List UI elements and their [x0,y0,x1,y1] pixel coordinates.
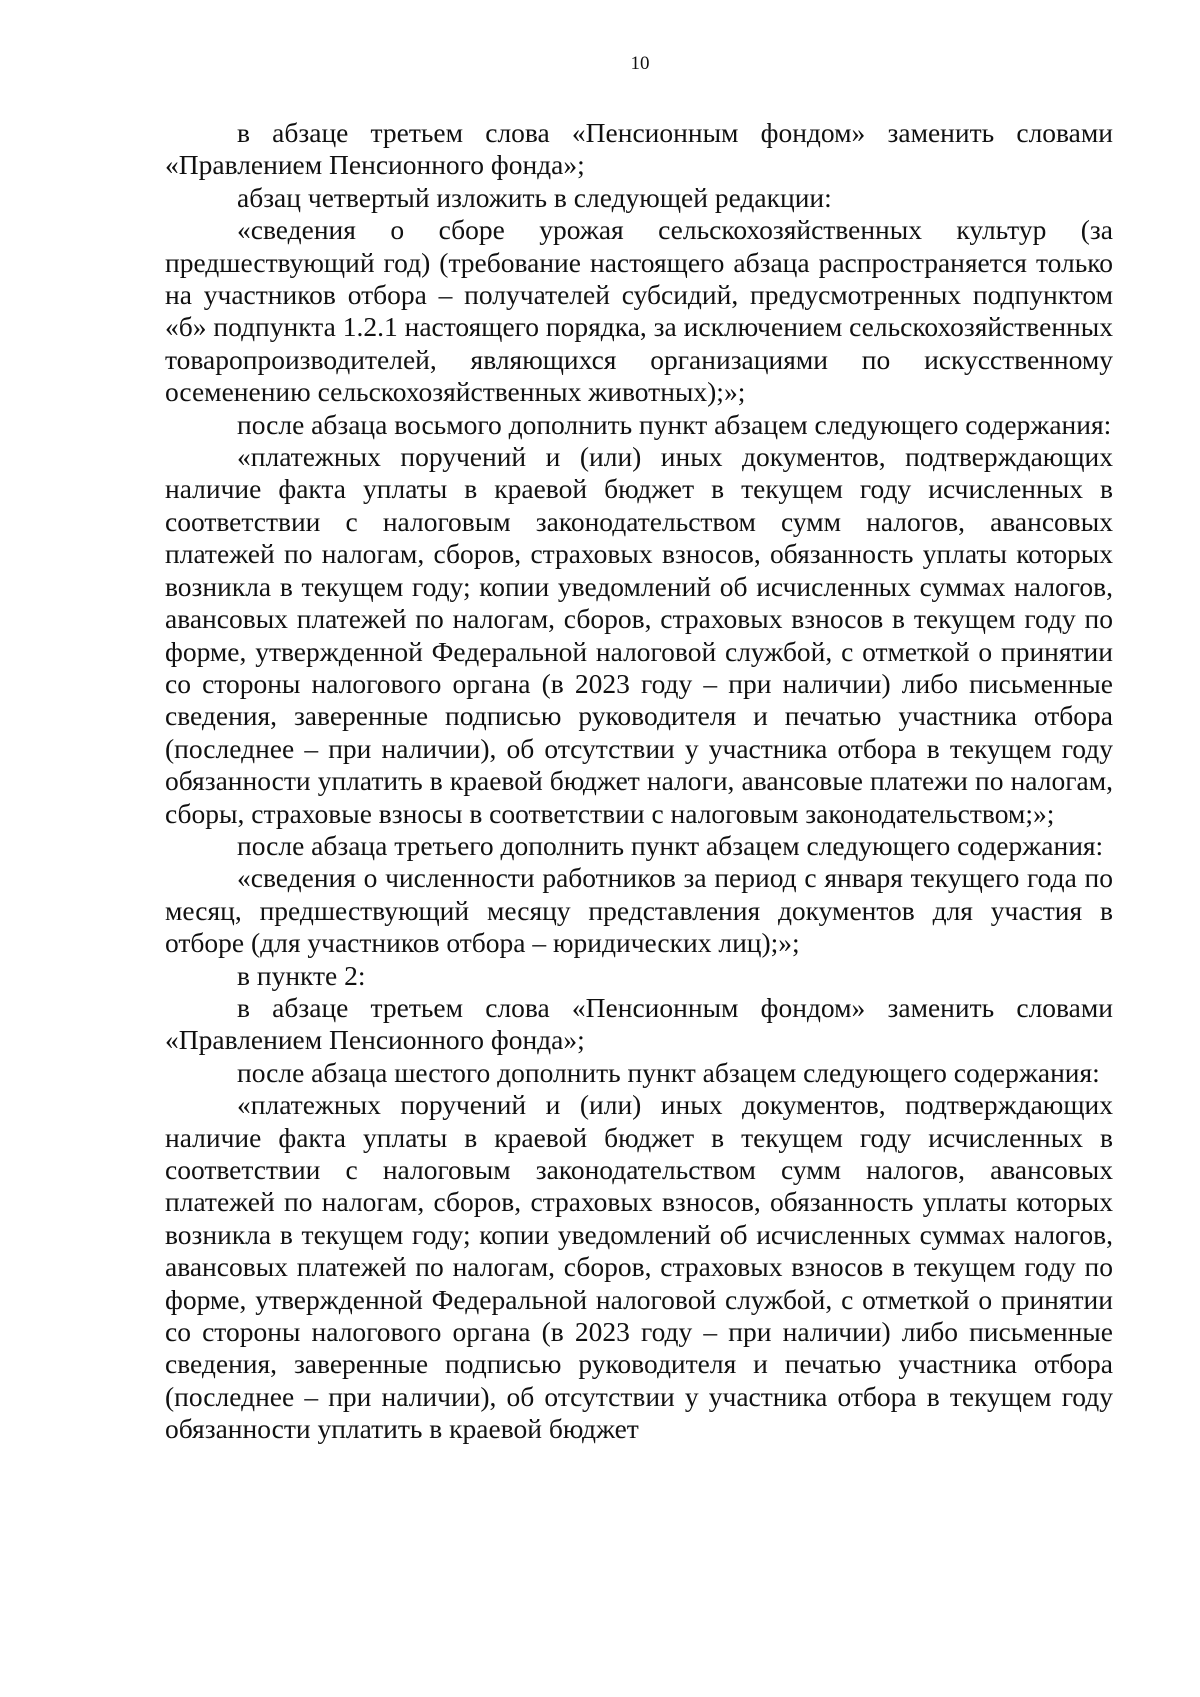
paragraph: «сведения о численности работников за период с января текущего года по месяц, предшествующий месяцу представления документов для участия в отборе (для участников отбора – юридических лиц);»; [165,862,1113,959]
paragraph: в пункте 2: [237,959,366,991]
paragraph: в абзаце третьем слова «Пенсионным фондом» заменить словами «Правлением Пенсионного фонда»; [165,991,1113,1056]
page-number: 10 [630,53,650,74]
paragraph: после абзаца шестого дополнить пункт абзацем следующего содержания: [237,1056,1100,1088]
paragraph: в абзаце третьем слова «Пенсионным фондом» заменить словами «Правлением Пенсионного фонда»; [165,117,1113,181]
paragraph: абзац четвертый изложить в следующей редакции: [237,181,832,213]
document-body [165,117,1113,1446]
paragraph: «платежных поручений и (или) иных документов, подтверждающих наличие факта уплаты в краевой бюджет в текущем году исчисленных в соответствии с налоговым законодательством сумм налогов, авансовых платежей по налогам, сборов, страховых взносов, обязанность уплаты которых возникла в текущем году; копии уведомлений об исчисленных суммах налогов, авансовых платежей по налогам, сборов, страховых взносов в текущем году по форме, утвержденной Федеральной налоговой службой, с отметкой о принятии со стороны налогового органа (в 2023 году – при наличии) либо письменные сведения, заверенные подписью руководителя и печатью участника отбора (последнее – при наличии), об отсутствии у участника отбора в текущем году обязанности уплатить в краевой бюджет налоги, авансовые платежи по налогам, сборы, страховые взносы в соответствии с налоговым законодательством;»; [165,441,1113,829]
paragraph: «платежных поручений и (или) иных документов, подтверждающих наличие факта уплаты в краевой бюджет в текущем году исчисленных в соответствии с налоговым законодательством сумм налогов, авансовых платежей по налогам, сборов, страховых взносов, обязанность уплаты которых возникла в текущем году; копии уведомлений об исчисленных суммах налогов, авансовых платежей по налогам, сборов, страховых взносов в текущем году по форме, утвержденной Федеральной налоговой службой, с отметкой о принятии со стороны налогового органа (в 2023 году – при наличии) либо письменные сведения, заверенные подписью руководителя и печатью участника отбора (последнее – при наличии), об отсутствии у участника отбора в текущем году обязанности уплатить в краевой бюджет [165,1089,1113,1445]
paragraph: «сведения о сборе урожая сельскохозяйственных культур (за предшествующий год) (требование настоящего абзаца распространяется только на участников отбора – получателей субсидий, предусмотренных подпунктом «б» подпункта 1.2.1 настоящего порядка, за исключением сельскохозяйственных товаропроизводителей, являющихся организациями по искусственному осеменению сельскохозяйственных животных);»; [165,214,1113,408]
paragraph: после абзаца третьего дополнить пункт абзацем следующего содержания: [237,829,1104,861]
paragraph: после абзаца восьмого дополнить пункт абзацем следующего содержания: [237,408,1112,440]
